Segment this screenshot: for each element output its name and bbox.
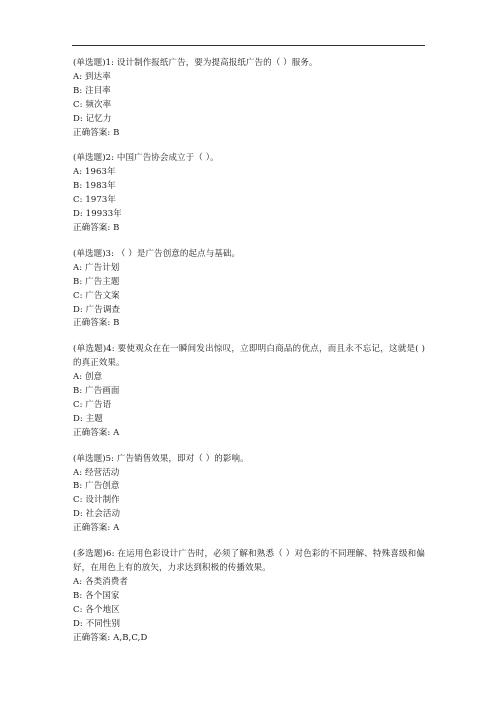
option-a: A: 经营活动 xyxy=(73,467,120,478)
option-c: C: 各个地区 xyxy=(73,604,120,615)
option-a: A: 1963年 xyxy=(73,167,116,178)
question-list xyxy=(73,57,425,657)
question-stem: (多选题)6: 在运用色彩设计广告时，必须了解和熟悉（ ）对色彩的不同理解、特殊喜级和偏好，在用色上有的放矢，力求达到积极的传播效果。 xyxy=(73,549,425,573)
correct-answer: 正确答案: B xyxy=(73,318,120,329)
option-a: A: 各类消费者 xyxy=(73,576,129,587)
correct-answer: 正确答案: A xyxy=(73,523,120,534)
question-stem: (单选题)1: 设计制作报纸广告，要为提高报纸广告的（ ）服务。 xyxy=(73,58,318,68)
correct-answer: 正确答案: A xyxy=(73,427,120,438)
option-b: B: 广告创意 xyxy=(73,481,120,492)
question-stem: (单选题)2: 中国广告协会成立于（ ）。 xyxy=(73,153,219,164)
header-rule xyxy=(72,45,425,46)
question-4 xyxy=(73,343,425,440)
correct-answer: 正确答案: A,B,C,D xyxy=(73,632,148,643)
option-c: C: 设计制作 xyxy=(73,495,120,506)
option-b: B: 注目率 xyxy=(73,85,111,96)
option-b: B: 广告画面 xyxy=(73,386,120,397)
option-a: A: 创意 xyxy=(73,372,103,383)
question-6 xyxy=(73,548,425,645)
question-stem: (单选题)4: 要使观众在在一瞬间发出惊叹，立即明白商品的优点，而且永不忘记，这就是( )的真正效果。 xyxy=(73,344,425,369)
question-1 xyxy=(73,57,425,140)
option-b: B: 1983年 xyxy=(73,181,116,192)
option-d: D: 主题 xyxy=(73,413,103,424)
question-2 xyxy=(73,152,425,235)
option-a: A: 到达率 xyxy=(73,71,111,82)
option-c: C: 频次率 xyxy=(73,99,112,110)
option-d: D: 19933年 xyxy=(73,209,122,220)
option-c: C: 广告文案 xyxy=(73,290,120,301)
correct-answer: 正确答案: B xyxy=(73,222,120,233)
option-d: D: 广告调查 xyxy=(73,304,121,315)
option-c: C: 广告语 xyxy=(73,399,112,410)
correct-answer: 正确答案: B xyxy=(73,127,120,138)
question-stem: (单选题)3: （ ）是广告创意的起点与基础。 xyxy=(73,248,241,259)
option-c: C: 1973年 xyxy=(73,195,117,206)
option-d: D: 记忆力 xyxy=(73,113,112,124)
option-d: D: 社会活动 xyxy=(73,509,121,520)
option-b: B: 广告主题 xyxy=(73,276,120,287)
option-b: B: 各个国家 xyxy=(73,590,120,601)
question-5 xyxy=(73,453,425,536)
option-a: A: 广告计划 xyxy=(73,262,120,273)
question-stem: (单选题)5: 广告销售效果，即对（ ）的影响。 xyxy=(73,453,249,464)
question-3 xyxy=(73,248,425,331)
option-d: D: 不同性别 xyxy=(73,618,121,629)
